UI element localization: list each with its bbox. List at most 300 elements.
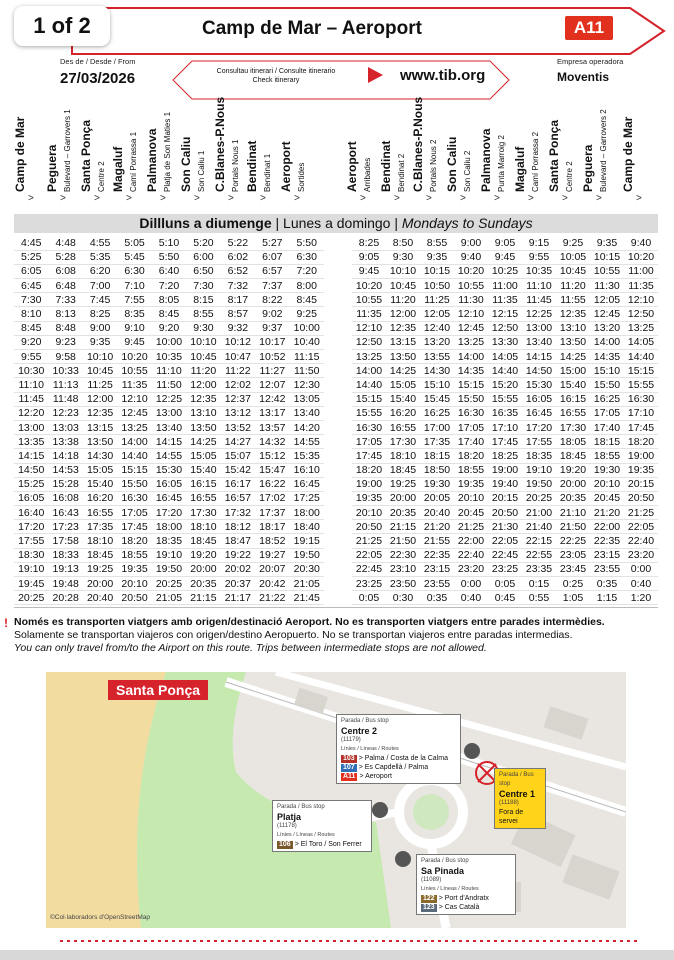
- table-row: [352, 350, 658, 364]
- time-cell: 21:50: [556, 520, 590, 534]
- direction-marker: >: [528, 193, 534, 204]
- routes-label: Línies / Líneas / Routes: [341, 746, 399, 752]
- time-cell: 11:22: [221, 364, 255, 378]
- area-map: [46, 672, 626, 928]
- route-badge: 107: [343, 764, 355, 771]
- time-cell: 21:25: [624, 506, 658, 520]
- time-cell: 20:10: [117, 577, 151, 591]
- day-header-en: Mondays to Sundays: [401, 215, 533, 231]
- time-cell: 20:50: [117, 591, 151, 605]
- time-cell: 14:15: [14, 449, 48, 463]
- time-cell: 15:55: [352, 406, 386, 420]
- table-row: [352, 520, 658, 534]
- time-cell: 14:30: [83, 449, 117, 463]
- time-cell: 15:12: [255, 449, 289, 463]
- time-cell: 16:45: [290, 477, 325, 491]
- website-link[interactable]: www.tib.org: [400, 67, 486, 84]
- time-cell: 11:20: [386, 293, 420, 307]
- time-cell: 15:20: [488, 378, 522, 392]
- time-cell: 8:48: [48, 321, 82, 335]
- time-cell: 20:00: [186, 562, 220, 576]
- time-cell: 5:50: [290, 236, 325, 250]
- time-cell: 16:40: [14, 506, 48, 520]
- time-cell: 7:20: [290, 264, 325, 278]
- time-cell: 10:20: [624, 250, 658, 264]
- time-cell: 19:00: [352, 477, 386, 491]
- table-row: [352, 264, 658, 278]
- time-cell: 12:00: [83, 392, 117, 406]
- time-cell: 17:35: [420, 435, 454, 449]
- time-cell: 11:50: [290, 364, 325, 378]
- time-cell: 11:00: [488, 279, 522, 293]
- note-ca: Només es transporten viatgers amb origen/destinació Aeroport. No es transporten viatgers entre parades intermèdies.: [14, 616, 605, 628]
- time-cell: 8:22: [255, 293, 289, 307]
- time-cell: 14:18: [48, 449, 82, 463]
- table-row: [14, 378, 324, 392]
- time-cell: 18:55: [454, 463, 488, 477]
- time-cell: 0:05: [488, 577, 522, 591]
- time-cell: 15:50: [590, 378, 624, 392]
- route-row: [421, 894, 511, 903]
- time-cell: 1:20: [624, 591, 658, 605]
- time-cell: 6:05: [14, 264, 48, 278]
- time-cell: 16:55: [83, 506, 117, 520]
- time-cell: 9:35: [590, 236, 624, 250]
- time-cell: 11:35: [117, 378, 151, 392]
- time-cell: 0:25: [556, 577, 590, 591]
- time-cell: 14:50: [14, 463, 48, 477]
- time-cell: 18:47: [221, 534, 255, 548]
- time-cell: 19:10: [14, 562, 48, 576]
- table-row: [352, 591, 658, 605]
- bubble-stop-label: Parada / Bus stop: [277, 804, 325, 810]
- time-cell: 17:02: [255, 491, 289, 505]
- time-cell: 10:00: [290, 321, 325, 335]
- time-cell: 21:40: [522, 520, 556, 534]
- operator-name: Moventis: [557, 70, 610, 84]
- time-cell: 22:40: [454, 548, 488, 562]
- time-cell: 5:20: [186, 236, 220, 250]
- time-cell: 13:40: [290, 406, 325, 420]
- out-of-service: Fora de servei: [499, 809, 524, 825]
- route-row: [341, 772, 456, 781]
- time-cell: 15:10: [590, 364, 624, 378]
- direction-marker: >: [228, 193, 234, 204]
- route-code-badge: A11: [565, 16, 613, 40]
- table-row: [14, 491, 324, 505]
- time-cell: 9:05: [352, 250, 386, 264]
- time-cell: 0:45: [488, 591, 522, 605]
- time-cell: 13:52: [221, 420, 255, 434]
- time-cell: 8:25: [83, 307, 117, 321]
- time-cell: 20:25: [14, 591, 48, 605]
- time-cell: 0:00: [624, 562, 658, 576]
- time-cell: 14:15: [152, 435, 186, 449]
- time-cell: 15:00: [556, 364, 590, 378]
- time-cell: 5:28: [48, 250, 82, 264]
- time-cell: 14:00: [454, 350, 488, 364]
- time-cell: 18:10: [186, 520, 220, 534]
- time-cell: 11:30: [454, 293, 488, 307]
- time-cell: 22:00: [590, 520, 624, 534]
- time-cell: 9:30: [186, 321, 220, 335]
- time-cell: 15:25: [14, 477, 48, 491]
- time-cell: 13:05: [290, 392, 325, 406]
- time-cell: 18:10: [386, 449, 420, 463]
- time-cell: 10:45: [556, 264, 590, 278]
- time-cell: 16:20: [83, 491, 117, 505]
- stop-sub: Platja de Son Maties 1: [163, 111, 172, 192]
- area-label: Santa Ponça: [108, 680, 208, 700]
- time-cell: 18:17: [255, 520, 289, 534]
- consult-itinerary-text: Consultau itinerari / Consulte itinerario Check itinerary: [216, 68, 336, 84]
- time-cell: 17:45: [488, 435, 522, 449]
- time-cell: 13:10: [186, 406, 220, 420]
- time-cell: 19:45: [14, 577, 48, 591]
- time-cell: 13:00: [152, 406, 186, 420]
- time-cell: 14:25: [556, 350, 590, 364]
- direction-marker: >: [636, 193, 642, 204]
- time-cell: 23:10: [386, 562, 420, 576]
- time-cell: 4:48: [48, 236, 82, 250]
- time-cell: 12:10: [352, 321, 386, 335]
- time-cell: 23:15: [590, 548, 624, 562]
- time-cell: 15:40: [386, 392, 420, 406]
- time-cell: 12:30: [290, 378, 325, 392]
- time-cell: 9:23: [48, 335, 82, 349]
- time-cell: 9:02: [255, 307, 289, 321]
- time-cell: 19:50: [152, 562, 186, 576]
- time-cell: 17:25: [290, 491, 325, 505]
- time-cell: 15:50: [117, 477, 151, 491]
- time-cell: 19:30: [420, 477, 454, 491]
- time-cell: 10:45: [386, 279, 420, 293]
- time-cell: 9:10: [117, 321, 151, 335]
- route-dest: > El Toro / Son Ferrer: [294, 841, 362, 848]
- time-cell: 10:35: [152, 350, 186, 364]
- table-row: [352, 364, 658, 378]
- time-cell: 12:40: [420, 321, 454, 335]
- time-cell: 22:40: [624, 534, 658, 548]
- time-cell: 18:05: [556, 435, 590, 449]
- time-cell: 15:45: [420, 392, 454, 406]
- day-header-ca: Dillluns a diumenge: [139, 215, 272, 231]
- time-cell: 14:53: [48, 463, 82, 477]
- stop-sub: Centre 2: [565, 161, 574, 192]
- time-cell: 20:45: [454, 506, 488, 520]
- time-cell: 21:30: [488, 520, 522, 534]
- time-cell: 20:42: [255, 577, 289, 591]
- stop-header: [621, 98, 670, 192]
- time-cell: 9:45: [488, 250, 522, 264]
- time-cell: 19:30: [590, 463, 624, 477]
- time-cell: 18:50: [420, 463, 454, 477]
- table-row: [352, 406, 658, 420]
- notes: [14, 616, 664, 655]
- time-cell: 10:15: [420, 264, 454, 278]
- time-cell: 13:57: [255, 420, 289, 434]
- time-cell: 8:35: [117, 307, 151, 321]
- time-cell: 17:58: [48, 534, 82, 548]
- time-cell: 15:15: [117, 463, 151, 477]
- time-cell: 17:05: [454, 420, 488, 434]
- route-badge: 103: [343, 755, 355, 762]
- routes-label: Línies / Líneas / Routes: [277, 832, 335, 838]
- stop-code: (11089): [421, 877, 442, 883]
- time-cell: 9:45: [352, 264, 386, 278]
- time-cell: 17:37: [255, 506, 289, 520]
- direction-marker: >: [126, 193, 132, 204]
- time-cell: 16:55: [556, 406, 590, 420]
- table-row: [352, 477, 658, 491]
- time-cell: 16:15: [186, 477, 220, 491]
- time-cell: 12:20: [14, 406, 48, 420]
- time-cell: 18:20: [624, 435, 658, 449]
- stop-sub: Portals Nous 2: [429, 139, 438, 192]
- table-row: [352, 250, 658, 264]
- stop-sub: Bendinat 1: [263, 153, 272, 192]
- time-cell: 6:30: [290, 250, 325, 264]
- time-cell: 15:15: [624, 364, 658, 378]
- time-cell: 6:00: [186, 250, 220, 264]
- time-cell: 14:32: [255, 435, 289, 449]
- time-cell: 16:08: [48, 491, 82, 505]
- time-cell: 16:15: [556, 392, 590, 406]
- time-cell: 18:00: [290, 506, 325, 520]
- time-cell: 22:35: [420, 548, 454, 562]
- route-row: [341, 754, 456, 763]
- time-cell: 1:05: [556, 591, 590, 605]
- time-cell: 21:17: [221, 591, 255, 605]
- time-cell: 19:10: [152, 548, 186, 562]
- time-cell: 8:45: [152, 307, 186, 321]
- time-cell: 15:55: [624, 378, 658, 392]
- time-cell: 21:20: [420, 520, 454, 534]
- time-cell: 23:25: [352, 577, 386, 591]
- time-cell: 5:27: [255, 236, 289, 250]
- time-cell: 13:17: [255, 406, 289, 420]
- time-cell: 16:43: [48, 506, 82, 520]
- time-cell: 14:40: [488, 364, 522, 378]
- time-cell: 14:40: [352, 378, 386, 392]
- time-cell: 10:25: [488, 264, 522, 278]
- time-cell: 17:32: [221, 506, 255, 520]
- time-cell: 12:50: [624, 307, 658, 321]
- time-cell: 18:35: [152, 534, 186, 548]
- time-cell: 10:20: [454, 264, 488, 278]
- time-cell: 10:05: [556, 250, 590, 264]
- time-cell: 20:15: [488, 491, 522, 505]
- time-cell: 16:30: [352, 420, 386, 434]
- time-cell: 14:40: [117, 449, 151, 463]
- direction-marker: >: [194, 193, 200, 204]
- time-cell: 8:25: [352, 236, 386, 250]
- table-row: [14, 463, 324, 477]
- time-cell: 7:30: [14, 293, 48, 307]
- note-en: You can only travel from/to the Airport on this route. Trips between intermediate stops are not allowed.: [14, 642, 487, 654]
- time-cell: 4:55: [83, 236, 117, 250]
- time-cell: 5:10: [152, 236, 186, 250]
- time-cell: 12:50: [352, 335, 386, 349]
- time-cell: 17:30: [556, 420, 590, 434]
- time-cell: 10:55: [352, 293, 386, 307]
- time-cell: 15:30: [152, 463, 186, 477]
- time-cell: 12:23: [48, 406, 82, 420]
- time-cell: 20:50: [488, 506, 522, 520]
- time-cell: 15:05: [83, 463, 117, 477]
- time-cell: 6:48: [48, 279, 82, 293]
- time-cell: 14:50: [522, 364, 556, 378]
- stop-code: (11178): [277, 823, 297, 829]
- time-cell: 9:20: [14, 335, 48, 349]
- time-cell: 12:45: [454, 321, 488, 335]
- time-cell: 6:40: [152, 264, 186, 278]
- time-cell: 13:38: [48, 435, 82, 449]
- time-cell: 18:45: [386, 463, 420, 477]
- time-cell: 22:25: [556, 534, 590, 548]
- page-indicator: 1 of 2: [14, 6, 110, 46]
- time-cell: 11:45: [14, 392, 48, 406]
- stop-name: Bendinat: [245, 140, 259, 192]
- table-row: [14, 307, 324, 321]
- time-cell: 13:30: [488, 335, 522, 349]
- time-cell: 19:40: [488, 477, 522, 491]
- time-cell: 20:02: [221, 562, 255, 576]
- time-cell: 21:00: [522, 506, 556, 520]
- time-cell: 18:15: [420, 449, 454, 463]
- time-cell: 21:25: [352, 534, 386, 548]
- time-cell: 21:15: [386, 520, 420, 534]
- stop-name: Son Caliu: [445, 136, 459, 192]
- day-header-sep: |: [271, 215, 284, 231]
- time-cell: 20:05: [420, 491, 454, 505]
- stop-sub: Arribades: [363, 157, 372, 192]
- time-cell: 9:35: [83, 335, 117, 349]
- time-cell: 12:35: [386, 321, 420, 335]
- time-cell: 19:13: [48, 562, 82, 576]
- time-cell: 12:45: [117, 406, 151, 420]
- time-cell: 13:25: [352, 350, 386, 364]
- time-cell: 9:40: [454, 250, 488, 264]
- time-cell: 12:25: [522, 307, 556, 321]
- stop-sub: Camí Porrassa 2: [531, 131, 540, 192]
- operator-label: Empresa operadora: [557, 57, 624, 66]
- time-cell: 18:33: [48, 548, 82, 562]
- time-cell: 14:55: [290, 435, 325, 449]
- note-es: Solamente se transportan viajeros con origen/destino Aeropuerto. No se transportan viajeros entre paradas intermedias.: [14, 629, 573, 641]
- route-dest: > Es Capdellà / Palma: [358, 764, 429, 771]
- bubble-centre-2: [336, 714, 461, 784]
- direction-marker: >: [94, 193, 100, 204]
- time-cell: 17:05: [590, 406, 624, 420]
- time-cell: 16:25: [420, 406, 454, 420]
- time-cell: 8:45: [290, 293, 325, 307]
- routes-label: Línies / Líneas / Routes: [421, 886, 479, 892]
- time-cell: 18:20: [352, 463, 386, 477]
- time-cell: 22:05: [624, 520, 658, 534]
- time-cell: 18:10: [83, 534, 117, 548]
- table-row: [14, 364, 324, 378]
- direction-marker: >: [60, 193, 66, 204]
- stop-sub: Son Caliu 1: [197, 150, 206, 192]
- route-badge: 123: [423, 904, 435, 911]
- table-row: [352, 577, 658, 591]
- time-cell: 21:55: [420, 534, 454, 548]
- time-cell: 7:32: [221, 279, 255, 293]
- time-cell: 22:45: [488, 548, 522, 562]
- table-row: [352, 548, 658, 562]
- direction-marker: >: [28, 193, 34, 204]
- table-row: [352, 506, 658, 520]
- direction-marker: >: [160, 193, 166, 204]
- route-dest: > Palma / Costa de la Calma: [358, 755, 448, 762]
- table-row: [14, 264, 324, 278]
- stop-code: (11179): [341, 737, 361, 743]
- time-cell: 9:25: [556, 236, 590, 250]
- time-cell: 11:55: [556, 293, 590, 307]
- time-cell: 22:05: [488, 534, 522, 548]
- table-row: [352, 378, 658, 392]
- time-cell: 21:05: [290, 577, 325, 591]
- time-cell: 14:35: [454, 364, 488, 378]
- time-cell: 6:02: [221, 250, 255, 264]
- time-cell: 22:45: [352, 562, 386, 576]
- table-row: [352, 420, 658, 434]
- time-cell: 12:02: [221, 378, 255, 392]
- time-cell: 7:33: [48, 293, 82, 307]
- time-cell: 20:30: [290, 562, 325, 576]
- time-cell: 23:55: [420, 577, 454, 591]
- stop-name: Peguera: [581, 144, 595, 192]
- route-badge: 106: [279, 841, 291, 848]
- time-cell: 12:42: [255, 392, 289, 406]
- time-cell: 6:57: [255, 264, 289, 278]
- stop-sub: Punta Marroig 2: [497, 135, 506, 192]
- time-cell: 5:50: [152, 250, 186, 264]
- time-cell: 15:28: [48, 477, 82, 491]
- time-cell: 22:30: [386, 548, 420, 562]
- time-cell: 0:30: [386, 591, 420, 605]
- time-cell: 11:10: [14, 378, 48, 392]
- table-row: [14, 293, 324, 307]
- route-dest: > Aeroport: [359, 773, 392, 780]
- time-cell: 9:15: [522, 236, 556, 250]
- time-cell: 14:05: [624, 335, 658, 349]
- time-cell: 12:07: [255, 378, 289, 392]
- time-cell: 17:20: [522, 420, 556, 434]
- time-cell: 20:10: [454, 491, 488, 505]
- stop-sub: Sortides: [297, 162, 306, 192]
- map-credit: ©Col·laboradors d'OpenStreetMap: [50, 914, 150, 921]
- time-cell: 10:10: [83, 350, 117, 364]
- time-cell: 13:00: [522, 321, 556, 335]
- stop-name: C.Blanes-P.Nous: [411, 96, 425, 192]
- table-row: [352, 435, 658, 449]
- time-cell: 6:07: [255, 250, 289, 264]
- divider: [14, 607, 658, 608]
- time-cell: 20:35: [556, 491, 590, 505]
- stop-name: Magaluf: [513, 146, 527, 192]
- time-cell: 20:35: [186, 577, 220, 591]
- time-cell: 11:10: [522, 279, 556, 293]
- time-cell: 11:35: [624, 279, 658, 293]
- time-cell: 15:30: [522, 378, 556, 392]
- stop-name: Platja: [277, 812, 302, 822]
- time-cell: 16:05: [14, 491, 48, 505]
- time-cell: 19:48: [48, 577, 82, 591]
- table-row: [352, 534, 658, 548]
- time-cell: 19:35: [454, 477, 488, 491]
